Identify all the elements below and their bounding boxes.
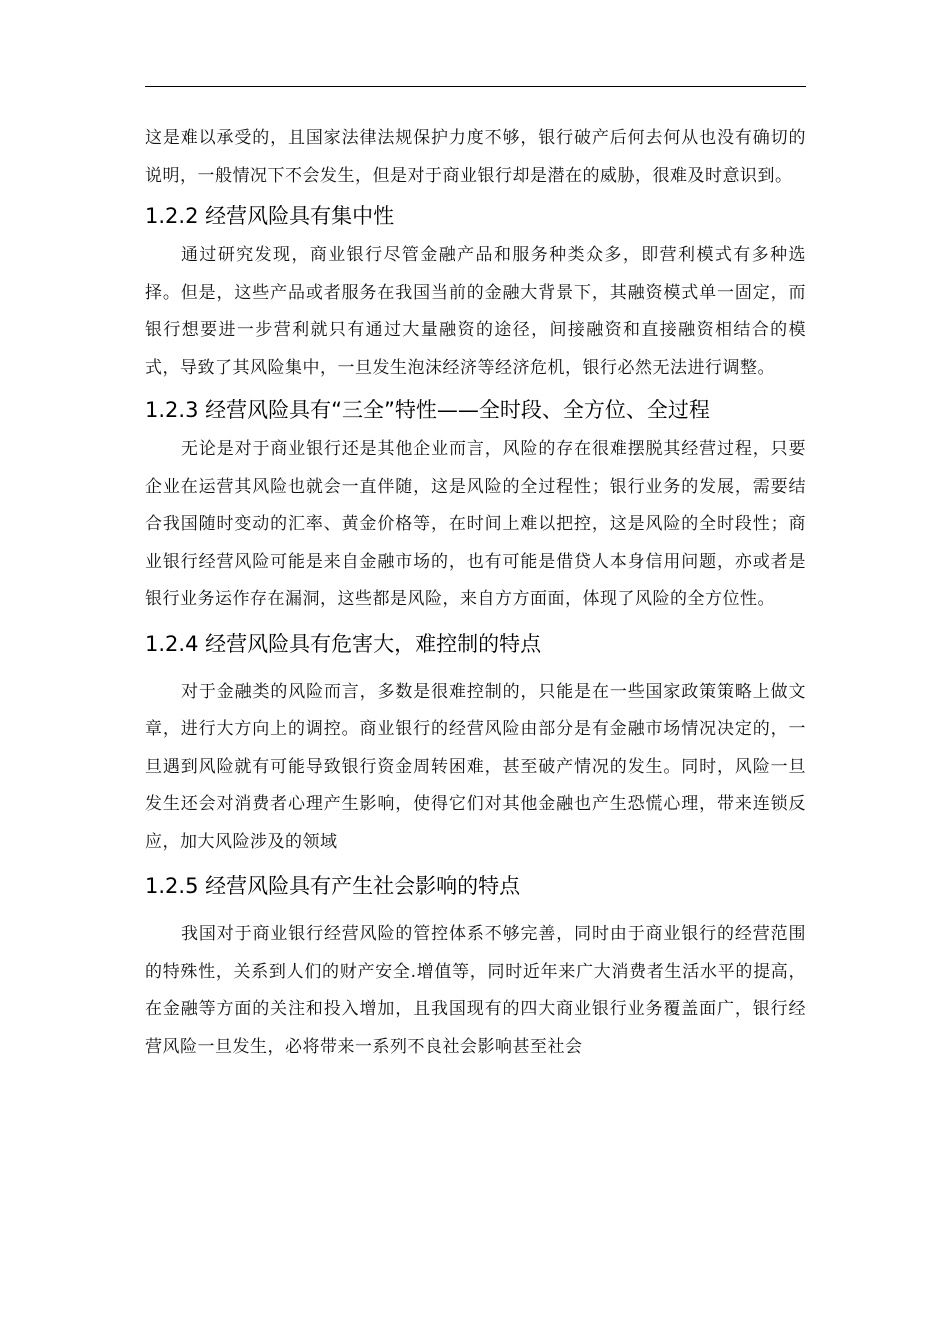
paragraph-social-impact: 我国对于商业银行经营风险的管控体系不够完善，同时由于商业银行的经营范围的特殊性，关系到人们的财产安全.增值等，同时近年来广大消费者生活水平的提高，在金融等方面的关注和投入增加，且我国现有的四大商业银行业务覆盖面广，银行经营风险一旦发生，必将带来一系列不良社会影响甚至社会 (145, 924, 806, 1057)
paragraph-concentration: 通过研究发现，商业银行尽管金融产品和服务种类众多，即营利模式有多种选择。但是，这些产品或者服务在我国当前的金融大背景下，其融资模式单一固定，而银行想要进一步营利就只有通过大量融资的途径，间接融资和直接融资相结合的模式，导致了其风险集中，一旦发生泡沫经济等经济危机，银行必然无法进行调整。 (145, 245, 806, 378)
paragraph-continuation: 这是难以承受的，且国家法律法规保护力度不够，银行破产后何去何从也没有确切的说明，一般情况下不会发生，但是对于商业银行却是潜在的威胁，很难及时意识到。 (145, 128, 806, 186)
paragraph-hard-to-control: 对于金融类的风险而言，多数是很难控制的，只能是在一些国家政策策略上做文章，进行大方向上的调控。商业银行的经营风险由部分是有金融市场情况决定的，一旦遇到风险就有可能导致银行资金周转困难，甚至破产情况的发生。同时，风险一旦发生还会对消费者心理产生影响，使得它们对其他金融也产生恐慌心理，带来连锁反应，加大风险涉及的领域 (145, 681, 806, 852)
heading-1-2-4: 1.2.4 经营风险具有危害大，难控制的特点 (145, 631, 542, 656)
heading-1-2-3: 1.2.3 经营风险具有“三全”特性——全时段、全方位、全过程 (145, 398, 710, 422)
heading-1-2-5: 1.2.5 经营风险具有产生社会影响的特点 (145, 874, 521, 898)
heading-1-2-2: 1.2.2 经营风险具有集中性 (145, 204, 395, 228)
paragraph-three-all: 无论是对于商业银行还是其他企业而言，风险的存在很难摆脱其经营过程，只要企业在运营其风险也就会一直伴随，这是风险的全过程性；银行业务的发展，需要结合我国随时变动的汇率、黄金价格等，在时间上难以把控，这是风险的全时段性；商业银行经营风险可能是来自金融市场的，也有可能是借贷人本身信用问题，亦或者是银行业务运作存在漏洞，这些都是风险，来自方方面面，体现了风险的全方位性。 (145, 439, 806, 609)
document-body (145, 120, 806, 1066)
header-rule (145, 86, 806, 87)
